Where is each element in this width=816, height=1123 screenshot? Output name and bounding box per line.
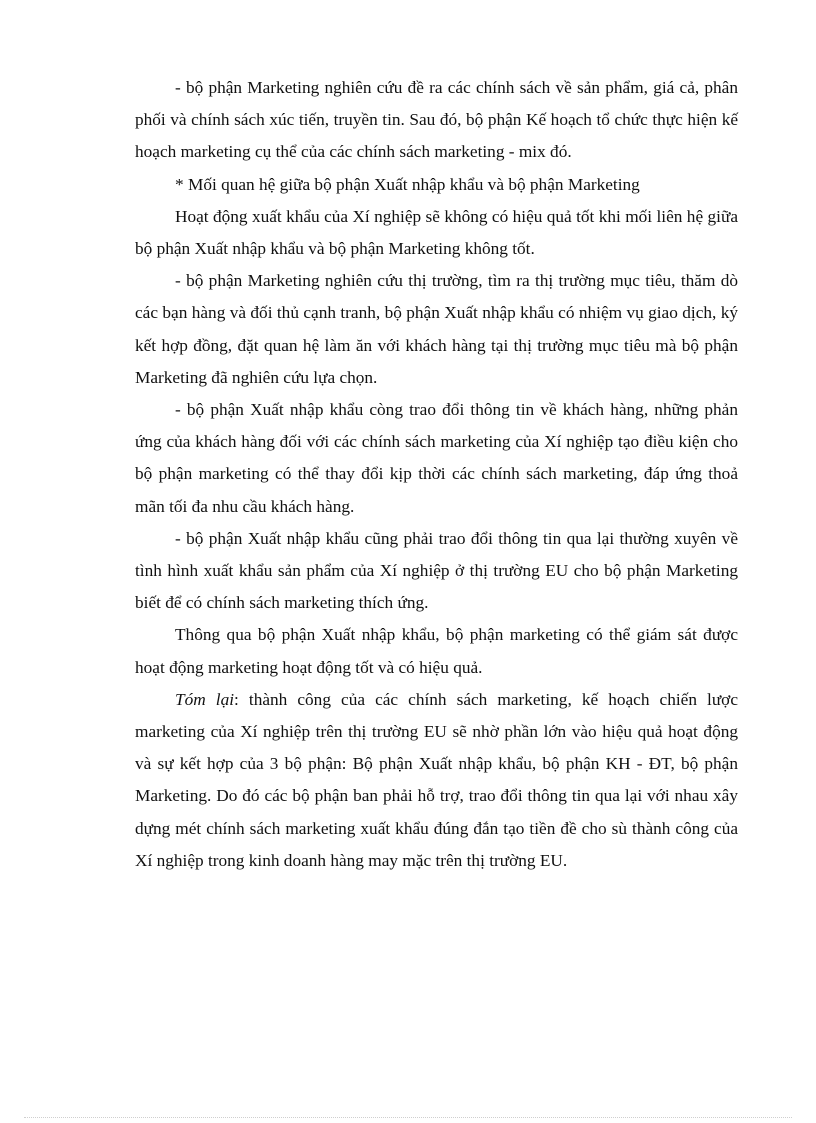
document-page	[135, 72, 738, 877]
paragraph-relationship-heading: * Mối quan hệ giữa bộ phận Xuất nhập khẩu và bộ phận Marketing	[175, 174, 640, 194]
paragraph-conclusion	[135, 684, 738, 877]
paragraph-market-research: - bộ phận Marketing nghiên cứu thị trường, tìm ra thị trường mục tiêu, thăm dò các bạn hàng và đối thủ cạnh tranh, bộ phận Xuất nhập khẩu có nhiệm vụ giao dịch, ký kết hợp đồng, đặt quan hệ làm ăn với khách hàng tại thị trường mục tiêu mà bộ phận Marketing đã nghiên cứu lựa chọn.	[135, 271, 738, 387]
conclusion-label: Tóm lại	[175, 689, 235, 709]
conclusion-text: : thành công của các chính sách marketing, kế hoạch chiến lược marketing của Xí nghiệp trên thị trường EU sẽ nhờ phần lớn vào hiệu quả hoạt động và sự kết hợp của 3 bộ phận: Bộ phận Xuất nhập khẩu, bộ phận KH - ĐT, bộ phận Marketing. Do đó các bộ phận ban phải hỗ trợ, trao đổi thông tin qua lại với nhau xây dựng mét chính sách marketing xuất khẩu đúng đắn tạo tiền đề cho sù thành công của Xí nghiệp trong kinh doanh hàng may mặc trên thị trường EU.	[135, 689, 738, 870]
page-bottom-divider	[24, 1117, 792, 1118]
paragraph-monitoring: Thông qua bộ phận Xuất nhập khẩu, bộ phận marketing có thể giám sát được hoạt động marketing hoạt động tốt và có hiệu quả.	[135, 625, 738, 677]
paragraph-customer-info: - bộ phận Xuất nhập khẩu còng trao đổi thông tin về khách hàng, những phản ứng của khách hàng đối với các chính sách marketing của Xí nghiệp tạo điều kiện cho bộ phận marketing có thể thay đổi kịp thời các chính sách marketing, đáp ứng thoả mãn tối đa nhu cầu khách hàng.	[135, 400, 738, 516]
paragraph-export-activity: Hoạt động xuất khẩu của Xí nghiệp sẽ không có hiệu quả tốt khi mối liên hệ giữa bộ phận Xuất nhập khẩu và bộ phận Marketing không tốt.	[135, 206, 738, 259]
paragraph-marketing-policies: - bộ phận Marketing nghiên cứu đề ra các chính sách về sản phẩm, giá cả, phân phối và chính sách xúc tiến, truyền tin. Sau đó, bộ phận Kế hoạch tổ chức thực hiện kế hoạch marketing cụ thể của các chính sách marketing - mix đó.	[135, 78, 738, 162]
paragraph-export-situation: - bộ phận Xuất nhập khẩu cũng phải trao đổi thông tin qua lại thường xuyên về tình hình xuất khẩu sản phẩm của Xí nghiệp ở thị trường EU cho bộ phận Marketing biết để có chính sách marketing thích ứng.	[135, 528, 738, 613]
